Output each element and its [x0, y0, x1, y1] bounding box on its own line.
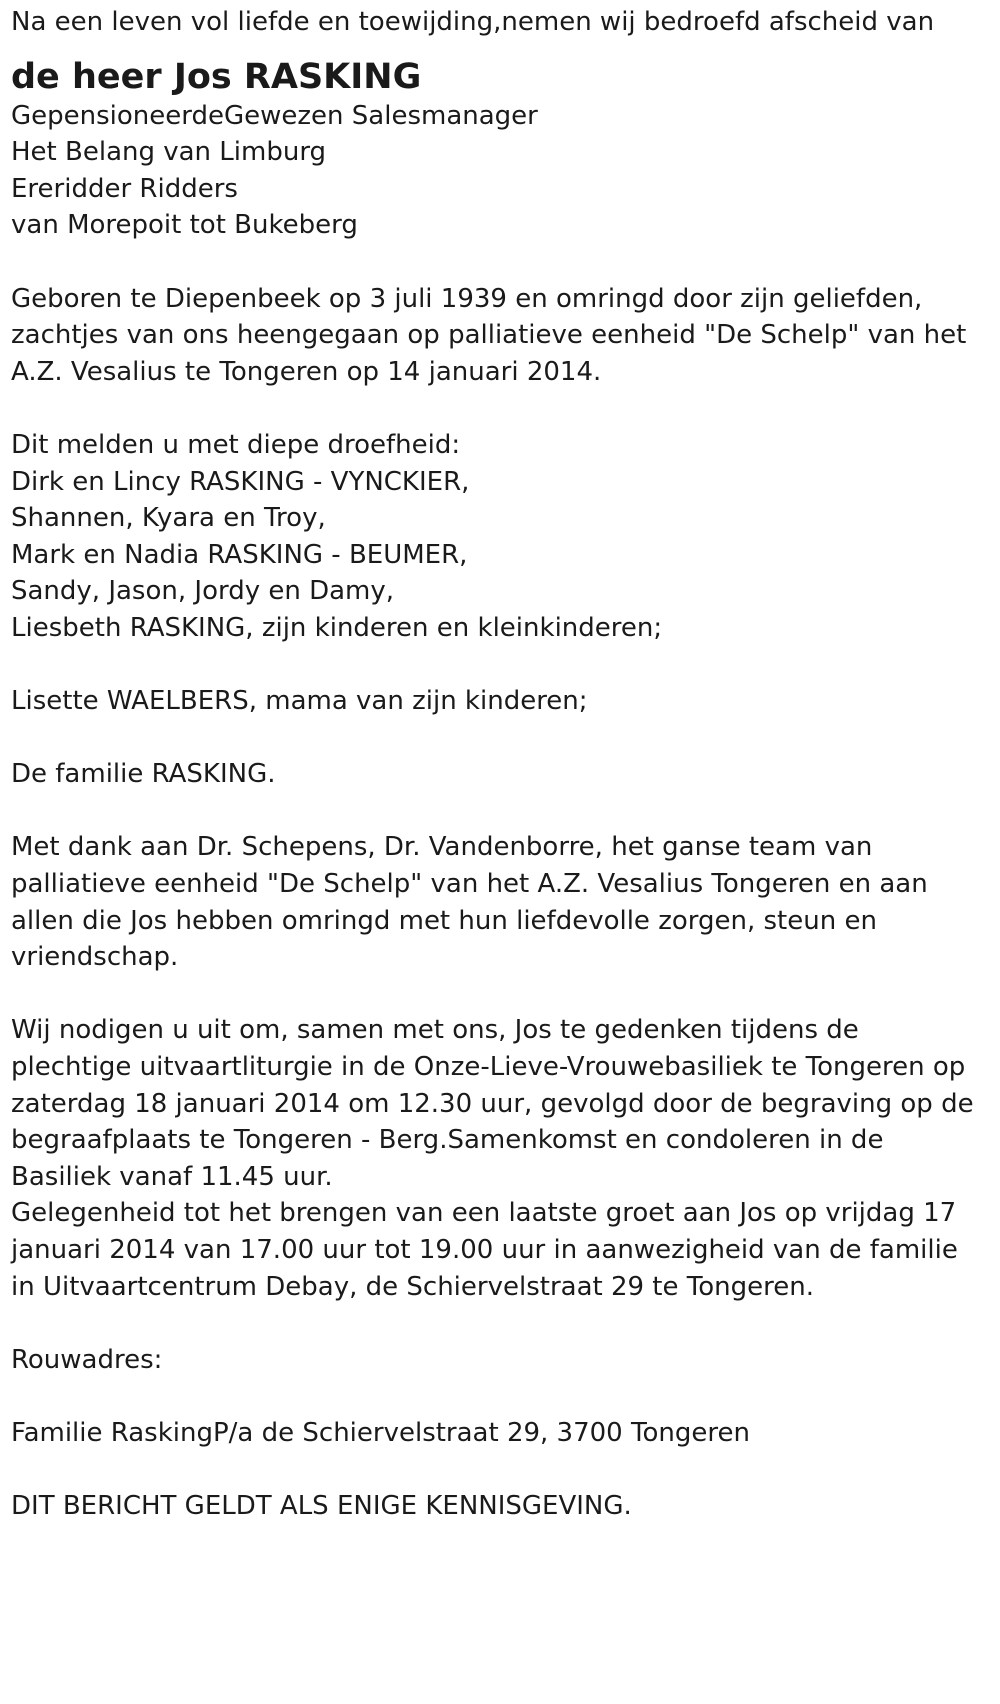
- address-label: Rouwadres:: [11, 1344, 163, 1375]
- ceremony-line: zaterdag 18 januari 2014 om 12.30 uur, gevolgd door de begraving op de: [11, 1088, 974, 1119]
- birth-line: Geboren te Diepenbeek op 3 juli 1939 en omringd door zijn geliefden,: [11, 283, 923, 314]
- spacer: [11, 793, 1000, 830]
- ceremony-line: januari 2014 van 17.00 uur tot 19.00 uur in aanwezigheid van de familie: [11, 1235, 958, 1265]
- spacer: [11, 720, 1000, 757]
- intro-text: Na een leven vol liefde en toewijding,nemen wij bedroefd afscheid van: [11, 7, 935, 37]
- spacer: [11, 1305, 1000, 1342]
- title-line: Ereridder Ridders: [11, 173, 238, 204]
- address-line: Familie RaskingP/a de Schiervelstraat 29, 3700 Tongeren: [11, 1417, 750, 1448]
- ceremony-line: Basiliek vanaf 11.45 uur.: [11, 1161, 333, 1192]
- birth-line: A.Z. Vesalius te Tongeren op 14 januari 2014.: [11, 356, 602, 387]
- title-line: Het Belang van Limburg: [11, 137, 327, 168]
- spacer: [11, 647, 1000, 684]
- mourners-line: Dit melden u met diepe droefheid:: [11, 429, 461, 460]
- titles-block: [11, 98, 1000, 244]
- spacer: [11, 244, 1000, 281]
- deceased-name: de heer Jos RASKING: [11, 56, 422, 97]
- thanks-line: palliatieve eenheid "De Schelp" van het A.Z. Vesalius Tongeren en aan: [11, 869, 928, 900]
- mourners-line: Sandy, Jason, Jordy en Damy,: [11, 576, 395, 607]
- mourners-line: Liesbeth RASKING, zijn kinderen en kleinkinderen;: [11, 612, 663, 643]
- thanks-line: Met dank aan Dr. Schepens, Dr. Vandenborre, het ganse team van: [11, 832, 873, 863]
- thanks-line: vriendschap.: [11, 942, 179, 973]
- mourners-line: Mark en Nadia RASKING - BEUMER,: [11, 539, 468, 570]
- ceremony-line: Wij nodigen u uit om, samen met ons, Jos te gedenken tijdens de: [11, 1015, 859, 1046]
- family-line: De familie RASKING.: [11, 759, 276, 790]
- birth-line: zachtjes van ons heengegaan op palliatieve eenheid "De Schelp" van het: [11, 320, 967, 351]
- thanks-line: allen die Jos hebben omringd met hun liefdevolle zorgen, steun en: [11, 905, 877, 936]
- mourners-line: Shannen, Kyara en Troy,: [11, 503, 326, 534]
- mourners-line: Dirk en Lincy RASKING - VYNCKIER,: [11, 466, 470, 497]
- spacer: [11, 1378, 1000, 1415]
- title-line: van Morepoit tot Bukeberg: [11, 210, 358, 241]
- ceremony-line: in Uitvaartcentrum Debay, de Schiervelstraat 29 te Tongeren.: [11, 1271, 814, 1302]
- ceremony-line: begraafplaats te Tongeren - Berg.Samenkomst en condoleren in de: [11, 1125, 884, 1156]
- ceremony-line: Gelegenheid tot het brengen van een laatste groet aan Jos op vrijdag 17: [11, 1198, 957, 1229]
- ceremony-paragraph: [11, 1012, 1000, 1305]
- mourners-paragraph: [11, 427, 1000, 647]
- title-line: GepensioneerdeGewezen Salesmanager: [11, 100, 538, 131]
- notice-line: DIT BERICHT GELDT ALS ENIGE KENNISGEVING.: [11, 1491, 632, 1522]
- birth-paragraph: [11, 281, 1000, 391]
- spacer: [11, 390, 1000, 427]
- thanks-paragraph: [11, 829, 1000, 975]
- spacer: [11, 976, 1000, 1013]
- ceremony-line: plechtige uitvaartliturgie in de Onze-Lieve-Vrouwebasiliek te Tongeren op: [11, 1052, 966, 1083]
- mother-line: Lisette WAELBERS, mama van zijn kinderen;: [11, 686, 588, 717]
- spacer: [11, 1452, 1000, 1489]
